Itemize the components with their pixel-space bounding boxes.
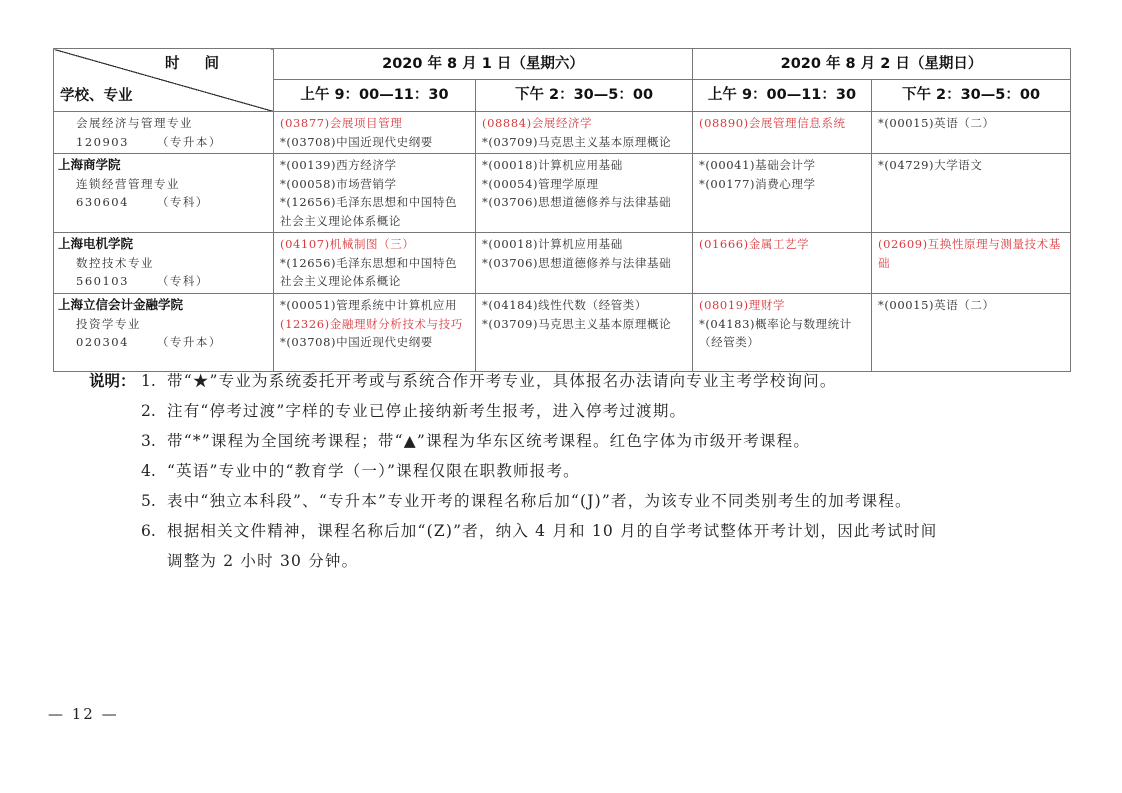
major-code: 560103 [76, 274, 129, 288]
course-item: *(03708)中国近现代史纲要 [280, 335, 433, 349]
course-item: (02609)互换性原理与测量技术基础 [878, 237, 1061, 270]
course-cell [693, 112, 872, 154]
note-number: 4. [141, 462, 156, 480]
course-item: *(00177)消费心理学 [699, 176, 816, 191]
major-name: 连锁经营管理专业 [76, 176, 180, 191]
course-item: *(00058)市场营销学 [280, 176, 397, 191]
course-cell [693, 154, 872, 233]
table-row [54, 112, 1071, 154]
date-header-aug-2: 2020 年 8 月 2 日（星期日） [693, 49, 1071, 80]
course-item: *(03708)中国近现代史纲要 [280, 134, 433, 149]
major-code: 630604 [76, 195, 129, 209]
course-item: (12326)金融理财分析技术与技巧 [280, 316, 463, 331]
major-code: 120903 [76, 134, 129, 149]
school-major-header-label: 学校、专业 [60, 87, 133, 104]
course-item: *(03709)马克思主义基本原理概论 [482, 316, 672, 331]
note-number: 5. [141, 492, 156, 510]
course-item: *(00041)基础会计学 [699, 158, 816, 172]
major-level: （专科） [156, 195, 209, 209]
major-code-line [58, 133, 269, 152]
school-name: 上海商学院 [58, 157, 121, 172]
note-number: 3. [141, 432, 156, 450]
note-text: 注有“停考过渡”字样的专业已停止接纳新考生报考，进入停考过渡期。 [167, 402, 687, 420]
page-number: — 12 — [48, 705, 119, 723]
note-item [89, 456, 1069, 486]
table-row [54, 233, 1071, 294]
note-text: 表中“独立本科段”、“专升本”专业开考的课程名称后加“(J)”者，为该专业不同类别考生的加考课程。 [167, 492, 912, 510]
note-item [89, 516, 1069, 546]
major-code-line [58, 333, 269, 352]
school-major-cell [54, 154, 274, 233]
school-major-cell [54, 112, 274, 154]
course-item: (08890)会展管理信息系统 [699, 116, 846, 130]
course-cell [872, 154, 1071, 233]
major-name: 投资学专业 [76, 316, 141, 331]
course-item: *(04183)概率论与数理统计（经管类） [699, 316, 852, 349]
course-cell [872, 233, 1071, 294]
course-cell [476, 154, 693, 233]
major-name: 数控技术专业 [76, 255, 154, 270]
course-cell [872, 294, 1071, 372]
course-item: *(03706)思想道德修养与法律基础 [482, 195, 672, 209]
course-item: *(03706)思想道德修养与法律基础 [482, 255, 672, 270]
major-level: （专升本） [156, 335, 222, 349]
slot-header-aug1-am: 上午 9：00—11：30 [274, 80, 476, 112]
course-item: *(03709)马克思主义基本原理概论 [482, 134, 672, 149]
course-item: *(00051)管理系统中计算机应用 [280, 298, 458, 312]
note-item [89, 366, 1069, 396]
note-number: 1. [141, 372, 156, 390]
course-cell [693, 294, 872, 372]
school-major-cell [54, 294, 274, 372]
school-name: 上海电机学院 [58, 236, 134, 251]
date-header-aug-1: 2020 年 8 月 1 日（星期六） [274, 49, 693, 80]
note-item [89, 396, 1069, 426]
course-item: *(00015)英语（二） [878, 116, 995, 130]
note-text: 带“*”课程为全国统考课程；带“▲”课程为华东区统考课程。红色字体为市级开考课程。 [167, 432, 811, 450]
time-header-label: 时 间 [164, 56, 229, 72]
course-item: (08884)会展经济学 [482, 116, 593, 130]
note-text: “英语”专业中的“教育学（一）”课程仅限在职教师报考。 [167, 462, 580, 480]
note-number: 6. [141, 522, 156, 540]
table-row [54, 294, 1071, 372]
notes-label: 说明： [89, 372, 136, 390]
course-cell [476, 112, 693, 154]
course-item: *(00018)计算机应用基础 [482, 237, 623, 251]
note-text: 根据相关文件精神，课程名称后加“(Z)”者，纳入 4 月和 10 月的自学考试整体开考计划，因此考试时间 [167, 522, 938, 540]
course-cell [693, 233, 872, 294]
major-code-line [58, 272, 269, 291]
course-cell [274, 294, 476, 372]
major-level: （专科） [156, 274, 209, 288]
course-cell [476, 294, 693, 372]
school-major-cell [54, 233, 274, 294]
course-item: *(04184)线性代数（经管类） [482, 298, 648, 312]
course-cell [476, 233, 693, 294]
slot-header-aug2-pm: 下午 2：30—5：00 [872, 80, 1071, 112]
course-item: *(00018)计算机应用基础 [482, 158, 623, 172]
major-code-line [58, 193, 269, 212]
major-name: 会展经济与管理专业 [76, 116, 193, 130]
course-cell [274, 112, 476, 154]
course-item: (04107)机械制图（三） [280, 237, 415, 251]
course-cell [872, 112, 1071, 154]
course-item: *(04729)大学语文 [878, 158, 983, 172]
slot-header-aug1-pm: 下午 2：30—5：00 [476, 80, 693, 112]
course-item: (03877)会展项目管理 [280, 116, 403, 130]
course-item: *(00054)管理学原理 [482, 176, 599, 191]
major-code: 020304 [76, 335, 129, 349]
header-corner-cell [54, 49, 274, 112]
table-row [54, 154, 1071, 233]
course-item: *(12656)毛泽东思想和中国特色社会主义理论体系概论 [280, 195, 458, 228]
course-item: (01666)金属工艺学 [699, 237, 810, 251]
school-name: 上海立信会计金融学院 [58, 297, 184, 312]
note-text: 带“★”专业为系统委托开考或与系统合作开考专业，具体报名办法请向专业主考学校询问。 [167, 372, 837, 390]
course-item: *(12656)毛泽东思想和中国特色社会主义理论体系概论 [280, 255, 458, 288]
major-level: （专升本） [156, 134, 222, 149]
notes-section [89, 366, 1069, 576]
course-item: *(00015)英语（二） [878, 298, 995, 312]
course-cell [274, 233, 476, 294]
note-continuation [89, 546, 1069, 576]
course-cell [274, 154, 476, 233]
note-text: 调整为 2 小时 30 分钟。 [167, 552, 359, 570]
header-date-row [54, 49, 1071, 80]
exam-schedule-table [53, 48, 1071, 372]
slot-header-aug2-am: 上午 9：00—11：30 [693, 80, 872, 112]
course-item: (08019)理财学 [699, 298, 786, 312]
note-item [89, 486, 1069, 516]
note-number: 2. [141, 402, 156, 420]
note-item [89, 426, 1069, 456]
course-item: *(00139)西方经济学 [280, 158, 397, 172]
